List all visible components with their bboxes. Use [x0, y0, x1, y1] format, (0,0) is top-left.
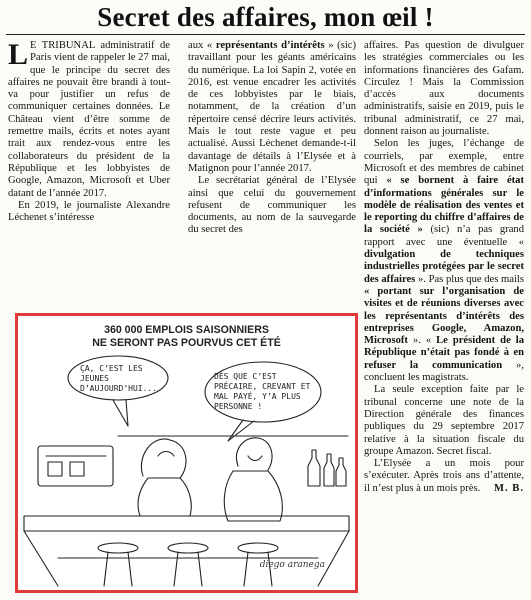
col1-paragraph-1: E TRIBUNAL administratif de Paris vient de rappeler le 27 mai, que le principe du secret des affaires ne pouvait être brandi à tout-va pour justifier un refus de communiquer certaines données. Le Château vient d’être somme de remettre mails, écrits et notes ayant trait aux rendez-vous entre les collaborateurs du président de la République et les lobbyistes de Google, Amazon, Microsoft et Uber datant de l’année 2017.: [8, 40, 170, 199]
bartender-figure: [141, 439, 186, 478]
speaking-figure: [236, 438, 272, 470]
bar-counter: [24, 516, 349, 531]
author-signature: M. B.: [493, 482, 524, 494]
cartoon-caption-line-1: 360 000 EMPLOIS SAISONNIERS: [104, 324, 269, 336]
speech-bubble-right-text: DÈS QUE C’EST PRÉCAIRE, CREVANT ET MAL PAYÉ, Y’A PLUS PERSONNE !: [214, 372, 311, 411]
column-3: [364, 40, 524, 495]
col2-paragraph-2: Le secrétariat général de l’Elysée ainsi que celui du gouvernement refusent de communiquer les documents, au nom de la sauvegarde du secret des: [188, 175, 356, 236]
col3-paragraph-2: Selon les juges, l’échange de courriels, par exemple, entre Microsoft et des membres de cabinet qui « se bornent à faire état d’informations générales sur le modèle de réalisation des ventes et le reporting du chiffre d’affaires de la société » (sic) n’a pas grand rapport avec une éventuelle « divulgation de techniques industrielles protégées par le secret des affaires ». Pas plus que des mails « portant sur l’organisation de visites et de réunions diverses avec les représentants d’intérêts des entreprises Google, Amazon, Microsoft ». « Le président de la République n’était pas fondé à en refuser la communication », concluent les magistrats.: [364, 138, 525, 384]
cartoon-drawing: [18, 316, 355, 590]
col3-paragraph-3: La seule exception faite par le tribunal concerne une note de la Direction générale des finances publiques du 29 septembre 2017 relative à la situation fiscale du groupe Amazon. Secret fiscal.: [364, 384, 524, 457]
col1-paragraph-2: En 2019, le journaliste Alexandre Léchenet s’intéresse: [8, 199, 170, 224]
headline: Secret des affaires, mon œil !: [97, 2, 434, 32]
drop-cap: L: [8, 38, 29, 71]
cartoon-caption-line-2: NE SERONT PAS POURVUS CET ÉTÉ: [92, 337, 281, 349]
headline-rule: [6, 34, 525, 35]
column-1: [8, 40, 170, 224]
col3-paragraph-4: L’Elysée a un mois pour s’exécuter. Après trois ans d’attente, il n’est plus à un mois près. M. B.: [364, 458, 524, 494]
cartoonist-signature: diego aranega: [259, 560, 325, 570]
speech-bubble-left-text: ÇA, C’EST LES JEUNES D’AUJOURD’HUI...: [80, 364, 158, 393]
col2-paragraph-1: aux « représentants d’intérêts » (sic) travaillant pour les géants américains du numérique. La loi Sapin 2, votée en 2016, est venue encadrer les activités de ces lobbyistes par le biais, notamment, de la création d’un répertoire censé décrire leurs activités. Mais le tout reste vague et peu actualisé. Aussi Léchenet demande-t-il davantage de détails à l’Elysée et à Matignon pour l’année 2017.: [188, 40, 357, 174]
bottles: [308, 450, 346, 486]
cartoon-frame: [15, 313, 358, 593]
coffee-machine: [38, 446, 113, 486]
bar-stools: [98, 543, 278, 586]
col3-paragraph-1: affaires. Pas question de divulguer les stratégies commerciales ou les informations financières des Gafam. Circulez ! Mais la Commission d’accès aux documents administratifs, saisie en 2019, puis le tribunal administratif, ce 27 mai, donnent raison au journaliste.: [364, 40, 524, 138]
column-2: [188, 40, 356, 237]
